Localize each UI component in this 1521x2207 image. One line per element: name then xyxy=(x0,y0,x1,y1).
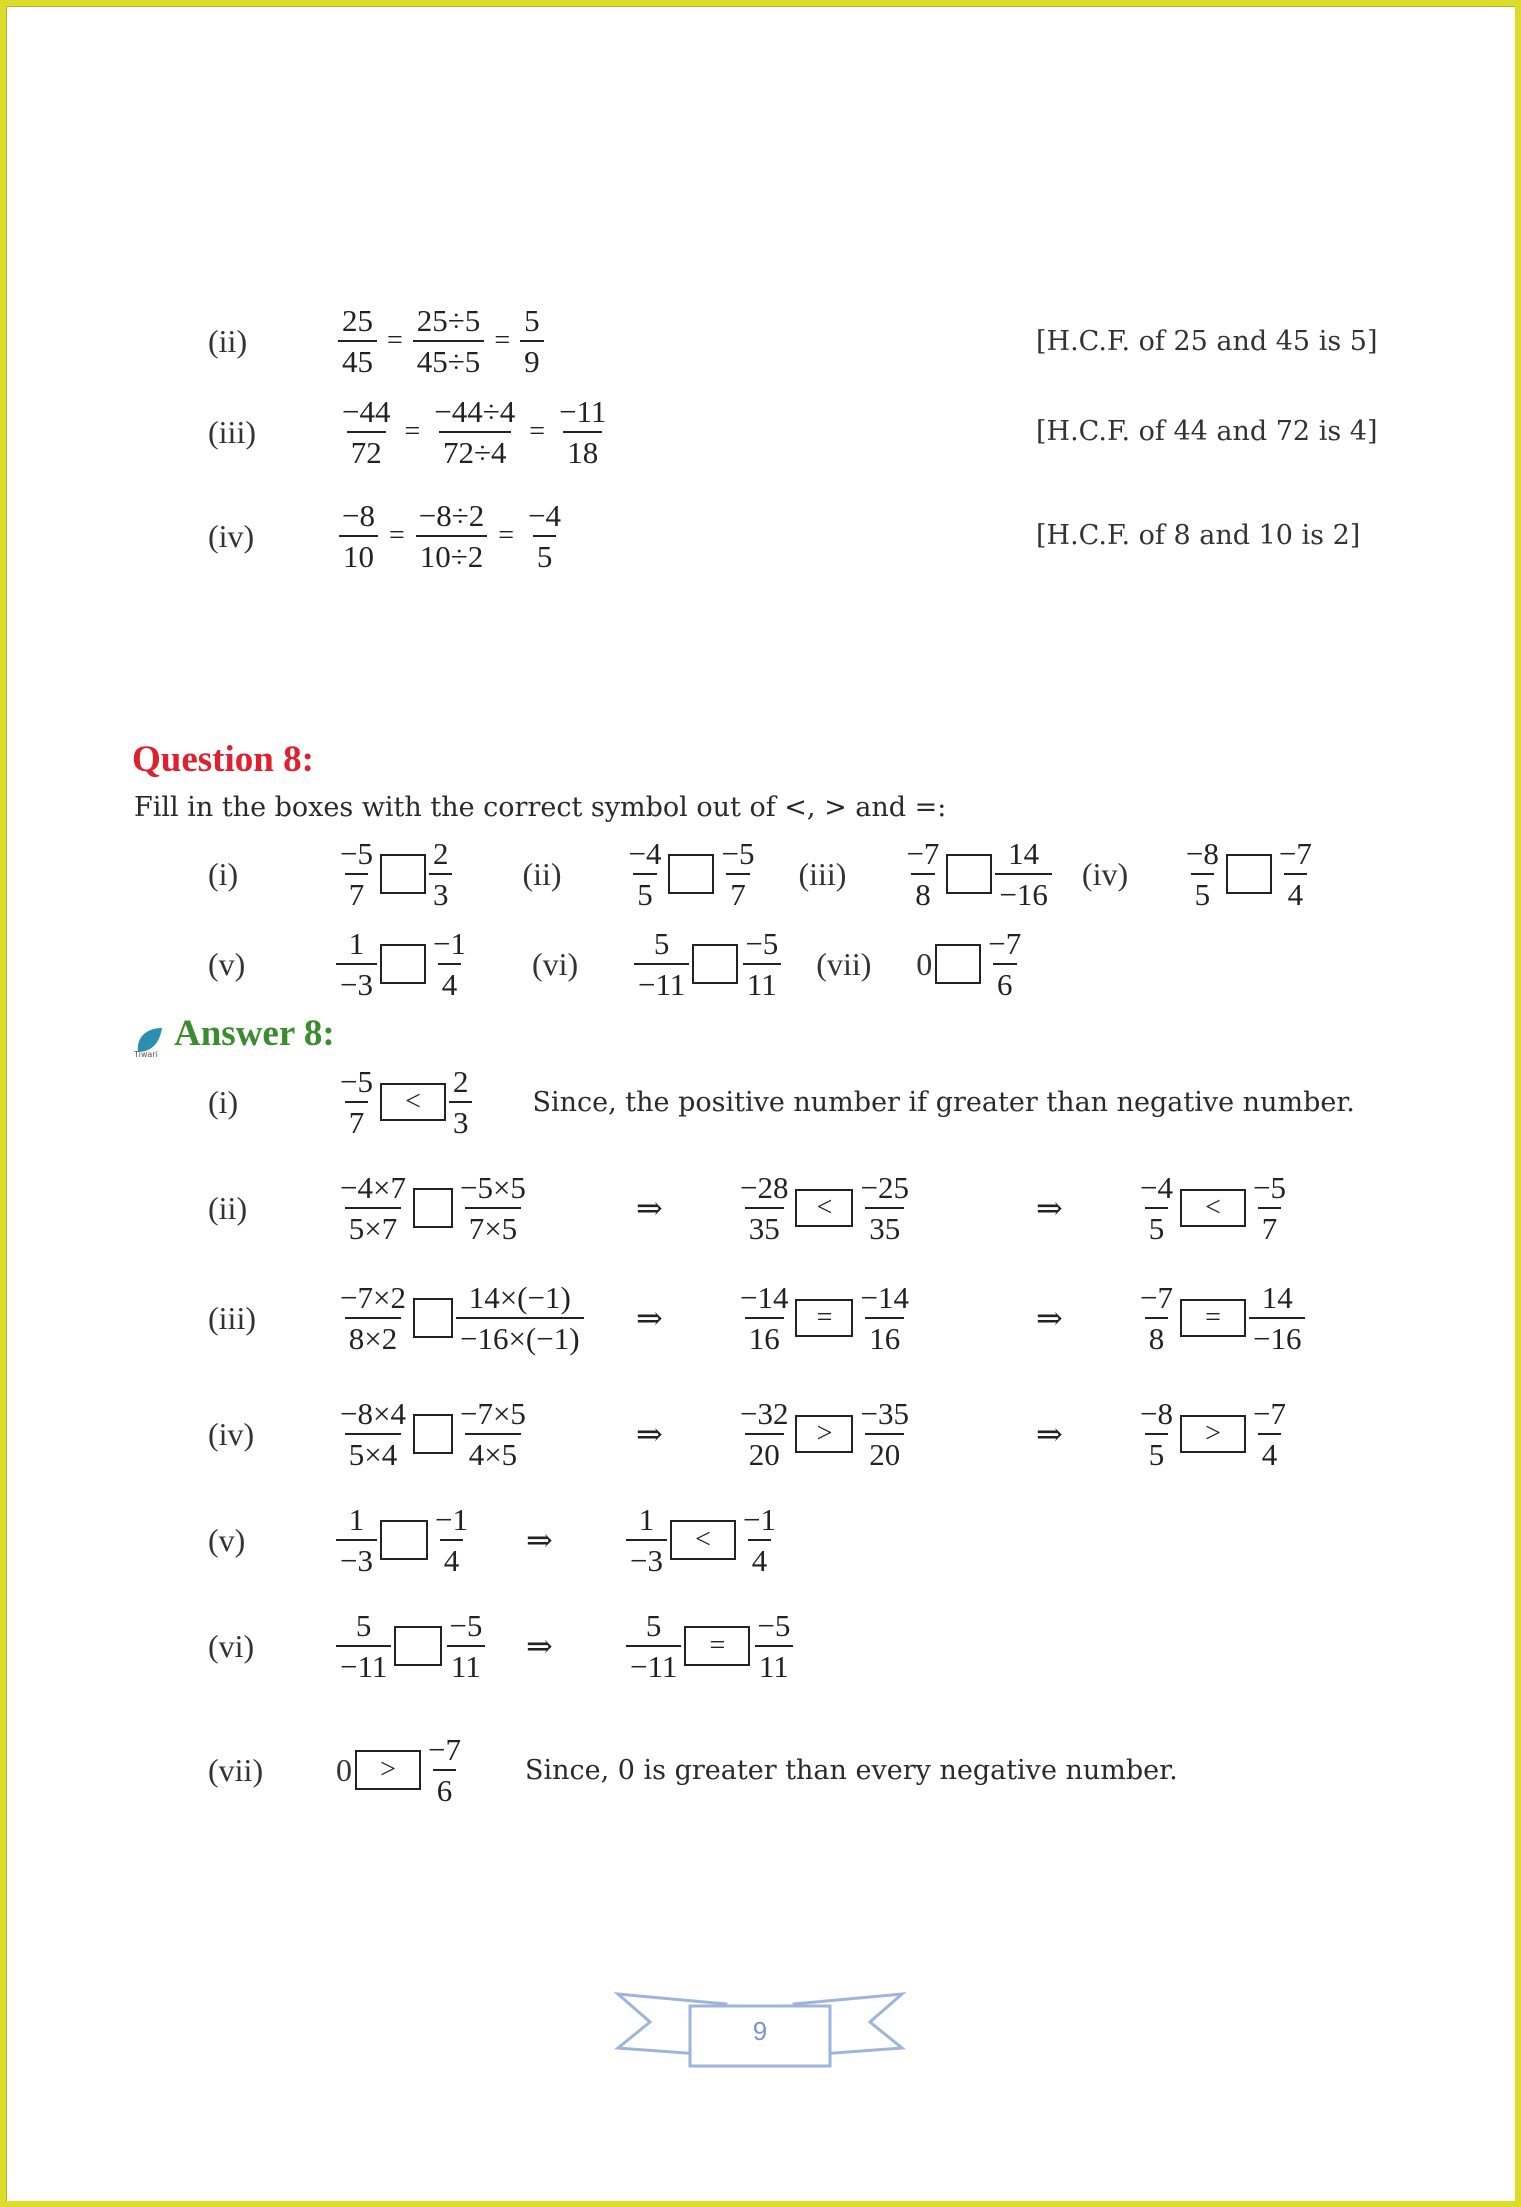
answer-item-ii: (ii) $\frac{-4\times 7}{5\times 7}$ $\frac{-5\times 5}{7\times 5}$ ⇒ $\frac{-28}{35}$ < $\frac{-25}{35}$ ⇒ $\frac{-4}{5}$ < $\frac{-5}{7}$ xyxy=(208,1170,1286,1246)
answer-box[interactable] xyxy=(692,944,738,984)
zero-value: 0 xyxy=(336,1751,352,1788)
fraction: $\frac{-5}{7}$ xyxy=(340,1064,373,1140)
fraction: $\frac{5}{9}$ xyxy=(520,305,544,377)
answer-title: Answer 8: xyxy=(174,1013,335,1054)
fraction: $\frac{1}{-3}$ xyxy=(336,928,377,1000)
fraction: $\frac{2}{3}$ xyxy=(429,838,453,910)
item-label: (v) xyxy=(208,945,246,982)
answer-box: > xyxy=(355,1750,421,1790)
answer-box xyxy=(380,1520,428,1560)
implies-arrow-icon: ⇒ xyxy=(636,1190,663,1226)
fraction: $\frac{2}{3}$ xyxy=(449,1066,473,1138)
item-label: (iv) xyxy=(208,517,255,554)
item-label: (iv) xyxy=(1081,855,1129,892)
answer-item-v: (v) $\frac{1}{-3}$ $\frac{-1}{4}$ ⇒ $\frac{1}{-3}$ < $\frac{-1}{4}$ xyxy=(208,1502,776,1578)
prev-answer-item-iv: (iv) $\frac{-8}{10}$ = $\frac{-8\div 2}{10\div 2}$ = $\frac{-4}{5}$ xyxy=(208,500,565,572)
item-label: (v) xyxy=(208,1521,246,1558)
item-label: (iv) xyxy=(208,1415,255,1452)
hcf-note: [H.C.F. of 8 and 10 is 2] xyxy=(1036,520,1361,551)
answer-item-vi: (vi) $\frac{5}{-11}$ $\frac{-5}{11}$ ⇒ $\frac{5}{-11}$ = $\frac{-5}{11}$ xyxy=(208,1610,794,1682)
answer-box[interactable] xyxy=(668,854,714,894)
fraction: $\frac{-5}{11}$ xyxy=(741,928,782,1000)
reason-text: Since, 0 is greater than every negative number. xyxy=(524,1754,1178,1786)
question-row-1 xyxy=(208,838,1316,910)
answer-box xyxy=(413,1188,453,1228)
answer-header xyxy=(132,1012,335,1058)
answer-box: = xyxy=(1180,1299,1246,1337)
item-label: (ii) xyxy=(208,1189,248,1226)
answer-box[interactable] xyxy=(380,854,426,894)
reason-text: Since, the positive number if greater than negative number. xyxy=(532,1086,1355,1118)
answer-box xyxy=(413,1414,453,1454)
question-title: Question 8: xyxy=(132,739,314,780)
answer-item-iii: (iii) $\frac{-7\times 2}{8\times 2}$ $\frac{14\times(-1)}{-16\times(-1)}$ ⇒ $\frac{-14}{16}$ = $\frac{-14}{16}$ ⇒ $\frac{-7}{8}$ = $\frac{14}{-16}$ xyxy=(208,1282,1305,1354)
implies-arrow-icon: ⇒ xyxy=(1036,1300,1063,1336)
fraction: $\frac{-1}{4}$ xyxy=(432,926,466,1002)
fraction: $\frac{25\div 5}{45\div 5}$ xyxy=(413,305,485,377)
item-label: (iii) xyxy=(208,1299,256,1336)
answer-box: > xyxy=(795,1415,853,1453)
leaf-logo-icon xyxy=(132,1024,166,1058)
fraction: $\frac{-5}{7}$ xyxy=(721,836,755,912)
answer-box: = xyxy=(795,1299,853,1337)
answer-box: > xyxy=(1180,1415,1246,1453)
question-instruction: Fill in the boxes with the correct symbol out of <, > and =: xyxy=(134,792,947,823)
answer-item-i xyxy=(208,1066,1355,1138)
hcf-note: [H.C.F. of 44 and 72 is 4] xyxy=(1036,416,1378,447)
answer-box: < xyxy=(380,1083,446,1121)
item-label: (vii) xyxy=(208,1751,264,1788)
fraction: $\frac{5}{-11}$ xyxy=(634,928,689,1000)
implies-arrow-icon: ⇒ xyxy=(526,1522,553,1558)
prev-answer-item-ii: (ii) $\frac{25}{45}$ = $\frac{25\div 5}{45\div 5}$ = $\frac{5}{9}$ xyxy=(208,305,544,377)
fraction: $\frac{-7}{4}$ xyxy=(1278,836,1312,912)
prev-answer-item-iii: (iii) $\frac{-44}{72}$ = $\frac{-44\div 4}{72\div 4}$ = $\frac{-11}{18}$ xyxy=(208,396,610,468)
item-label: (vi) xyxy=(208,1627,255,1664)
item-label: (vi) xyxy=(531,945,579,982)
item-label: (ii) xyxy=(208,322,248,359)
implies-arrow-icon: ⇒ xyxy=(636,1300,663,1336)
item-label: (iii) xyxy=(208,413,256,450)
answer-item-iv: (iv) $\frac{-8\times 4}{5\times 4}$ $\frac{-7\times 5}{4\times 5}$ ⇒ $\frac{-32}{20}$ > $\frac{-35}{20}$ ⇒ $\frac{-8}{5}$ > $\frac{-7}{4}$ xyxy=(208,1396,1286,1472)
implies-arrow-icon: ⇒ xyxy=(636,1416,663,1452)
item-label: (i) xyxy=(208,1083,239,1120)
hcf-note: [H.C.F. of 25 and 45 is 5] xyxy=(1036,326,1378,357)
fraction: $\frac{-44\div 4}{72\div 4}$ xyxy=(434,394,516,470)
fraction: $\frac{-11}{18}$ xyxy=(559,394,607,470)
zero-value: 0 xyxy=(916,945,933,982)
fraction: $\frac{-7}{6}$ xyxy=(428,1732,461,1808)
answer-box: < xyxy=(1180,1189,1246,1227)
item-label: (iii) xyxy=(798,855,847,892)
fraction: $\frac{-7}{6}$ xyxy=(988,926,1022,1002)
fraction: $\frac{25}{45}$ xyxy=(338,305,377,377)
answer-item-vii xyxy=(208,1734,1178,1806)
fraction: $\frac{-4}{5}$ xyxy=(628,836,662,912)
item-label: (i) xyxy=(208,855,239,892)
answer-box xyxy=(394,1626,442,1666)
item-label: (vii) xyxy=(816,945,872,982)
implies-arrow-icon: ⇒ xyxy=(526,1628,553,1664)
answer-box: = xyxy=(684,1626,750,1666)
fraction: $\frac{-7}{8}$ xyxy=(906,836,940,912)
question-row-2 xyxy=(208,928,1025,1000)
implies-arrow-icon: ⇒ xyxy=(1036,1190,1063,1226)
fraction: $\frac{-5}{7}$ xyxy=(340,836,373,912)
answer-box[interactable] xyxy=(380,944,426,984)
answer-box[interactable] xyxy=(1226,854,1272,894)
page-number: 9 xyxy=(752,2016,768,2046)
answer-box[interactable] xyxy=(946,854,992,894)
fraction: $\frac{-44}{72}$ xyxy=(342,394,391,470)
answer-box: < xyxy=(670,1520,736,1560)
item-label: (ii) xyxy=(522,855,562,892)
answer-box: < xyxy=(795,1189,853,1227)
fraction: $\frac{-8\div 2}{10\div 2}$ xyxy=(415,500,489,572)
fraction: $\frac{-8}{10}$ xyxy=(338,500,379,572)
answer-box[interactable] xyxy=(935,944,981,984)
fraction: $\frac{14}{-16}$ xyxy=(995,838,1051,910)
fraction: $\frac{-4}{5}$ xyxy=(528,498,562,574)
page-number-ribbon xyxy=(614,1990,906,2070)
implies-arrow-icon: ⇒ xyxy=(1036,1416,1063,1452)
fraction: $\frac{-8}{5}$ xyxy=(1185,836,1219,912)
svg-text:Tiwari: Tiwari xyxy=(134,1050,158,1059)
answer-box xyxy=(413,1298,453,1338)
